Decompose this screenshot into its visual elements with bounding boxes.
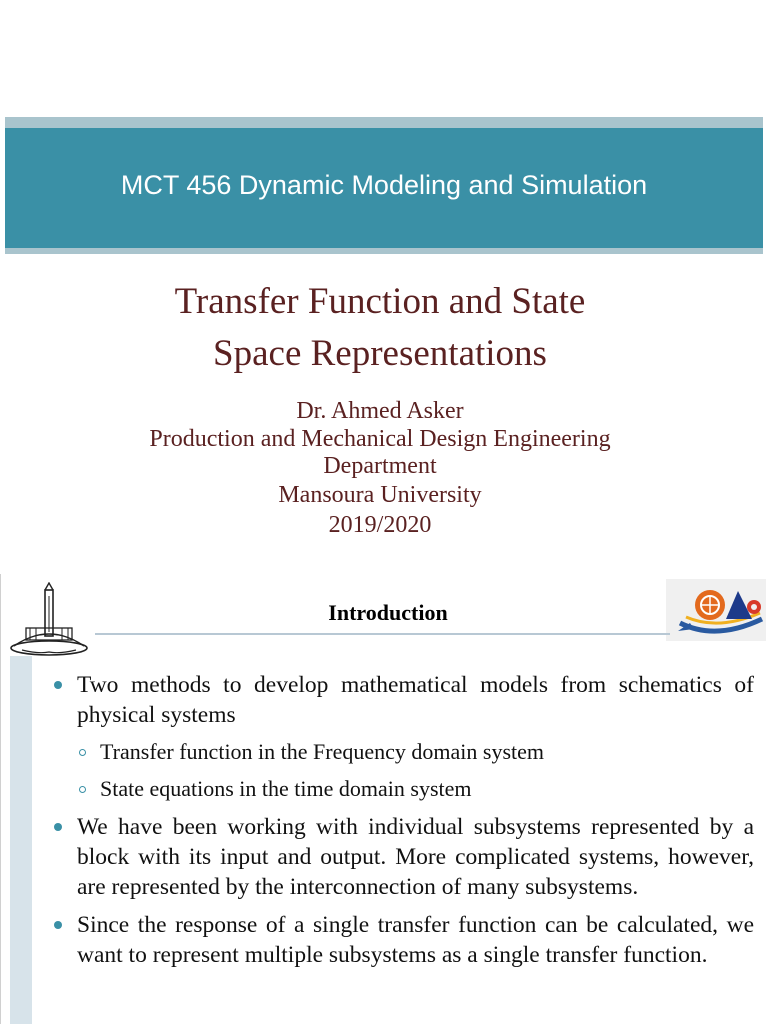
sub-bullet-text: Transfer function in the Frequency domain system [100, 739, 544, 764]
title-line-2: Space Representations [213, 333, 547, 374]
left-accent-bar [10, 656, 32, 1024]
author-name: Dr. Ahmed Asker [296, 398, 464, 424]
bullet-text: We have been working with individual subsystems represented by a block with its input and output. More complicated systems, however, are represented by the interconnection of many subsystems. [77, 814, 754, 900]
sub-bullet-item [52, 737, 754, 767]
slide-left-border [0, 574, 1, 1024]
sub-bullet-ring-icon [79, 749, 86, 756]
bullet-list [52, 670, 754, 970]
introduction-slide [0, 574, 768, 1024]
bullet-dot-icon [54, 823, 62, 831]
university-name: Mansoura University [278, 482, 482, 508]
sub-bullet-text: State equations in the time domain system [100, 776, 472, 801]
bullet-text: Two methods to develop mathematical models from schematics of physical systems [77, 672, 754, 728]
bullet-dot-icon [54, 681, 62, 689]
banner-top-stripe [5, 117, 763, 128]
title-line-1: Transfer Function and State [174, 281, 586, 322]
banner-bottom-stripe [5, 248, 763, 254]
bullet-dot-icon [54, 921, 62, 929]
sub-bullet-item [52, 774, 754, 804]
sub-bullet-ring-icon [79, 786, 86, 793]
department-line-1: Production and Mechanical Design Engineering [149, 426, 611, 452]
slide-heading: Introduction [328, 600, 448, 625]
bullet-item [52, 910, 754, 970]
heading-underline [95, 633, 670, 635]
author-info [90, 396, 670, 540]
academic-year: 2019/2020 [328, 512, 432, 538]
department-line-2: Department [323, 453, 437, 479]
bullet-item [52, 812, 754, 902]
bullet-item [52, 670, 754, 730]
course-title: MCT 456 Dynamic Modeling and Simulation [120, 170, 648, 200]
presentation-title [60, 276, 700, 380]
bullet-text: Since the response of a single transfer function can be calculated, we want to represent multiple subsystems as a single transfer function. [77, 912, 754, 968]
